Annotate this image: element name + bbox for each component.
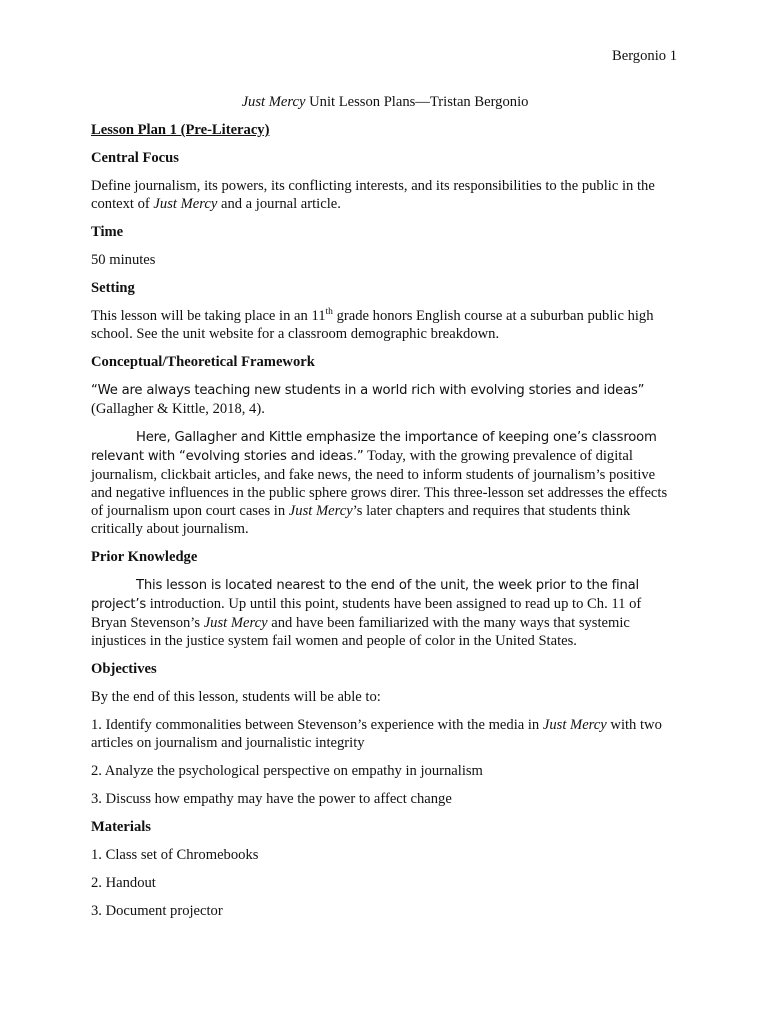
materials-item: 2. Handout <box>91 875 156 891</box>
setting-text-a: This lesson will be taking place in an 11 <box>91 308 326 324</box>
setting-text-b: grade honors English course at a suburban public high school. See the unit website for a classroom demographic breakdown. <box>91 308 654 342</box>
central-focus-text-a: Define journalism, its powers, its conflicting interests, and its responsibilities to the public in the context of <box>91 178 655 212</box>
objective-1-b: with two articles on journalism and journalistic integrity <box>91 717 662 751</box>
time-text: 50 minutes <box>91 252 156 268</box>
central-focus-heading: Central Focus <box>91 150 179 166</box>
lesson-plan-heading: Lesson Plan 1 (Pre-Literacy) <box>91 122 270 138</box>
central-focus-italic: Just Mercy <box>153 196 218 212</box>
running-head: Bergonio 1 <box>612 48 677 64</box>
central-focus-text <box>91 177 679 213</box>
objective-item-3: 3. Discuss how empathy may have the power to affect change <box>91 791 452 807</box>
objective-1-a: 1. Identify commonalities between Stevenson’s experience with the media in <box>91 717 543 733</box>
prior-knowledge-text-c: and have been familiarized with the many ways that systemic injustices in the justice system fail women and people of color in the United States. <box>91 615 630 649</box>
framework-para-a: Here, Gallagher and Kittle emphasize the importance of keeping one’s classroom relevant with “evolving stories and ideas.” <box>91 430 657 464</box>
framework-paragraph <box>91 428 679 538</box>
prior-knowledge-text-a: This lesson is located nearest to the end of the unit, the week prior to the final project’s <box>91 578 640 612</box>
setting-heading: Setting <box>91 280 135 296</box>
time-heading: Time <box>91 224 124 240</box>
framework-quote-b: (Gallagher & Kittle, 2018, 4). <box>91 401 265 417</box>
document-title <box>91 93 679 111</box>
framework-para-italic: Just Mercy <box>288 503 353 519</box>
objective-1-italic: Just Mercy <box>542 717 607 733</box>
objective-item-1 <box>91 716 679 752</box>
objectives-heading: Objectives <box>91 661 157 677</box>
objective-item-2: 2. Analyze the psychological perspective on empathy in journalism <box>91 763 483 779</box>
framework-para-c: ’s later chapters and requires that students think critically about journalism. <box>91 503 631 537</box>
framework-quote <box>91 381 679 418</box>
framework-quote-a: “We are always teaching new students in a world rich with evolving stories and ideas” <box>91 383 645 398</box>
materials-item: 3. Document projector <box>91 903 223 919</box>
materials-item: 1. Class set of Chromebooks <box>91 847 259 863</box>
materials-heading: Materials <box>91 819 151 835</box>
framework-heading: Conceptual/Theoretical Framework <box>91 354 315 370</box>
setting-sup: th <box>325 307 333 318</box>
central-focus-text-b: and a journal article. <box>217 196 341 212</box>
title-italic: Just Mercy <box>241 94 306 110</box>
framework-para-b: Today, with the growing prevalence of digital journalism, clickbait articles, and fake news, the need to inform students of journalism’s positive and negative influences in the public sphere grows direr. This three-lesson set addresses the effects of journalism upon court cases in <box>91 448 668 519</box>
prior-knowledge-text-b: introduction. Up until this point, students have been assigned to read up to Ch. 11 of Bryan Stevenson’s <box>91 596 642 631</box>
prior-knowledge-heading: Prior Knowledge <box>91 549 198 565</box>
setting-text <box>91 307 679 343</box>
prior-knowledge-text <box>91 576 679 650</box>
title-rest: Unit Lesson Plans—Tristan Bergonio <box>305 94 529 110</box>
prior-knowledge-italic: Just Mercy <box>203 615 268 631</box>
objectives-intro: By the end of this lesson, students will be able to: <box>91 689 381 705</box>
document-body <box>91 93 679 930</box>
